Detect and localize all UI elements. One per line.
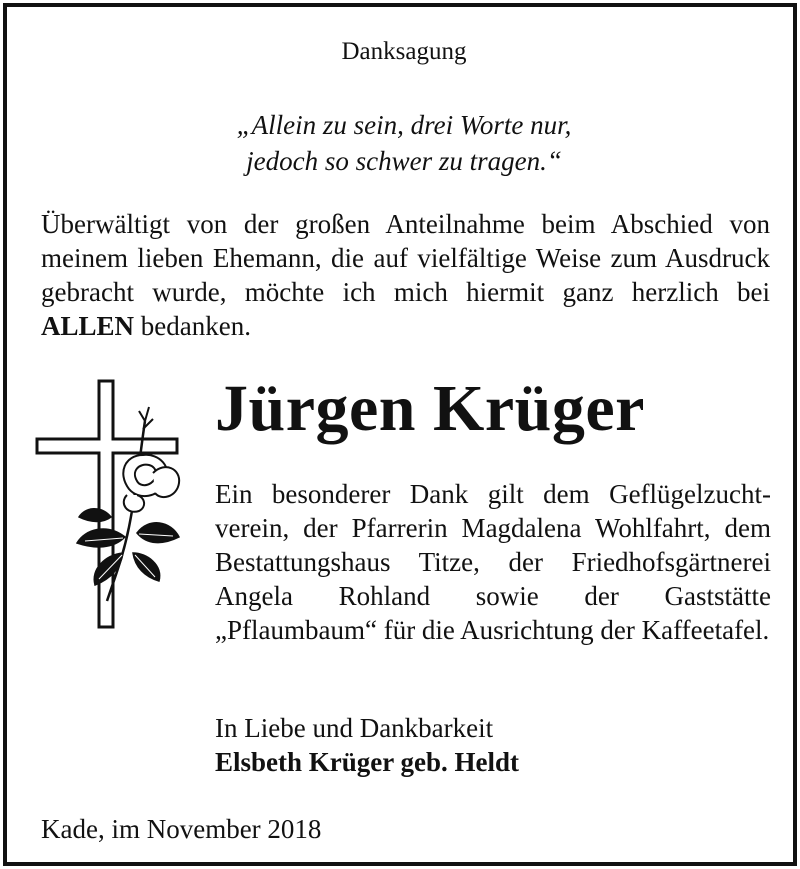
intro-paragraph	[41, 207, 770, 343]
signature	[215, 745, 771, 779]
cross-with-rose-icon	[33, 377, 193, 637]
quote-line-1: „Allein zu sein, drei Worte nur,	[236, 110, 572, 140]
special-thanks-paragraph: Ein besonderer Dank gilt dem Geflügelzuchtverein, der Pfarrerin Magdalena Wohlfahrt, dem Bestattungshaus Titze, der Friedhofsgärtnerei Angela Rohland sowie der Gaststätte „Pflaumbaum“ für die Ausrichtung der Kaffeetafel.	[215, 479, 771, 645]
intro-emphasis: ALLEN	[41, 311, 135, 341]
notice-frame	[3, 3, 797, 866]
notice-heading: Danksagung	[341, 38, 467, 65]
closing-line: In Liebe und Dankbarkeit	[215, 713, 494, 743]
deceased-name: Jürgen Krüger	[215, 372, 645, 445]
intro-end: bedanken.	[134, 311, 251, 341]
memorial-quote	[7, 107, 800, 179]
quote-line-2: jedoch so schwer zu tragen.“	[246, 146, 562, 176]
place-date: Kade, im November 2018	[41, 814, 322, 844]
closing-block	[215, 711, 771, 779]
intro-text: Überwältigt von der großen Anteilnahme beim Abschied von meinem lieben Ehemann, die auf vielfältige Weise zum Ausdruck gebracht wurde, möchte ich mich hiermit ganz herzlich bei	[41, 209, 770, 307]
signature-name: Elsbeth Krüger geb. Heldt	[215, 747, 520, 777]
